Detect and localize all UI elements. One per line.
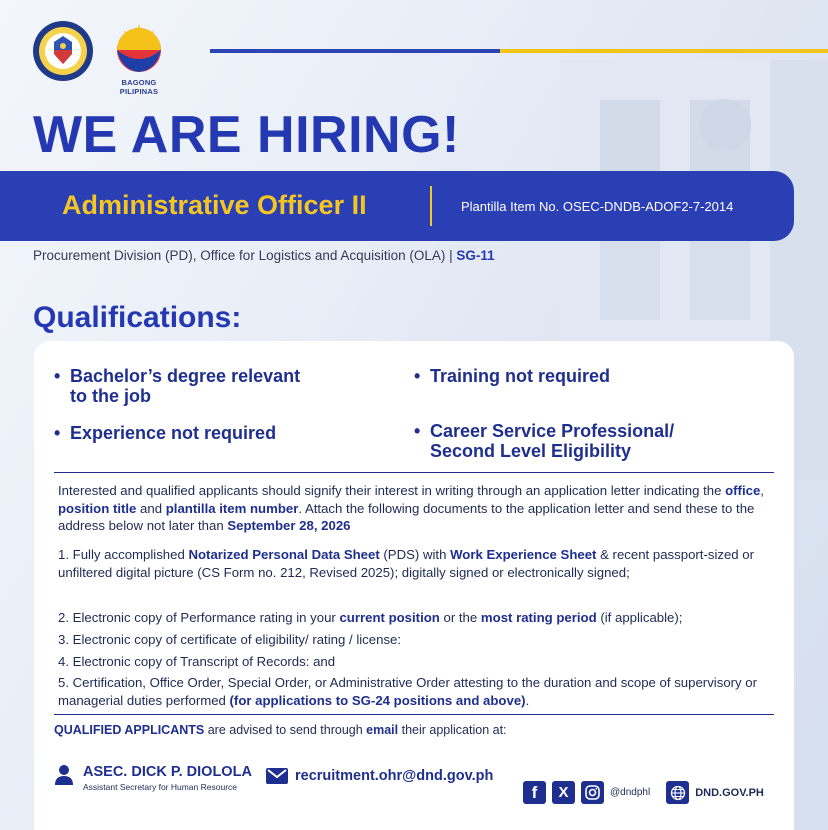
- x-icon[interactable]: X: [552, 781, 575, 804]
- accent-line-gold: [500, 49, 828, 53]
- bullet-icon: •: [54, 423, 61, 443]
- bagong-pilipinas-emblem-icon: [104, 20, 174, 78]
- req-emphasis: Notarized Personal Data Sheet: [188, 547, 380, 562]
- req-text: & recent passport-sized or unfiltered digital picture (CS Form no. 212, Revised 2025); digitally signed or electronically signed;: [58, 547, 755, 580]
- social-links: [523, 781, 764, 804]
- office-text: Procurement Division (PD), Office for Logistics and Acquisition (OLA) |: [33, 248, 457, 263]
- intro-emphasis: plantilla item number: [165, 500, 299, 516]
- qualification-line: Career Service Professional/: [430, 421, 675, 441]
- send-text: are advised to send through: [204, 723, 367, 737]
- send-emphasis: QUALIFIED APPLICANTS: [54, 723, 205, 737]
- intro-text: . Attach the following documents to the application letter and send these to the address below not later than: [58, 500, 755, 533]
- plantilla-item: Plantilla Item No. OSEC-DNDB-ADOF2-7-2014: [461, 199, 734, 214]
- requirement-1: [58, 546, 778, 581]
- bullet-icon: •: [414, 366, 421, 386]
- instagram-icon[interactable]: [581, 781, 604, 804]
- intro-text: and: [136, 500, 166, 516]
- req-text: 2. Electronic copy of Performance rating in your: [58, 610, 340, 625]
- facebook-icon[interactable]: f: [523, 781, 546, 804]
- requirement-3: 3. Electronic copy of certificate of eligibility/ rating / license:: [58, 632, 402, 647]
- office-line: [33, 248, 495, 264]
- logo-caption: BAGONG PILIPINAS: [119, 78, 159, 96]
- page-title: WE ARE HIRING!: [33, 106, 460, 164]
- section-divider: [54, 472, 774, 473]
- website-link[interactable]: DND.GOV.PH: [695, 786, 764, 799]
- req-text: (if applicable);: [596, 610, 683, 625]
- req-emphasis: Work Experience Sheet: [450, 547, 597, 562]
- req-text: (PDS) with: [379, 547, 451, 562]
- requirement-2: [58, 609, 778, 627]
- deadline: September 28, 2026: [227, 518, 351, 533]
- salary-grade: SG-11: [456, 248, 495, 263]
- qualification-line: Bachelor’s degree relevant: [70, 366, 301, 386]
- qualification-line: Experience not required: [70, 423, 277, 443]
- send-text: their application at:: [398, 723, 507, 737]
- qualification-experience: [54, 423, 277, 443]
- bagong-pilipinas-logo: [104, 20, 174, 96]
- intro-emphasis: office: [725, 483, 761, 498]
- req-text: 1. Fully accomplished: [58, 547, 189, 562]
- qualification-training: [414, 366, 611, 386]
- req-text: 5. Certification, Office Order, Special Order, or Administrative Order attesting to the duration and scope of supervisory or managerial duties performed: [58, 675, 758, 708]
- globe-icon[interactable]: [666, 781, 689, 804]
- requirement-4: 4. Electronic copy of Transcript of Records: and: [58, 654, 336, 669]
- bullet-icon: •: [414, 421, 421, 441]
- req-text: or the: [439, 610, 481, 625]
- qualification-line: to the job: [70, 386, 151, 406]
- qualification-eligibility: [414, 421, 675, 461]
- intro-text: Interested and qualified applicants should signify their interest in writing through an application letter indicating the: [58, 483, 726, 498]
- position-title: Administrative Officer II: [62, 190, 367, 220]
- send-instruction: [54, 722, 774, 740]
- contact-name: ASEC. DICK P. DIOLOLA: [83, 764, 252, 780]
- qualification-line: Training not required: [430, 366, 611, 386]
- intro-text: ,: [760, 483, 764, 498]
- accent-line-blue: [210, 49, 500, 53]
- req-emphasis: current position: [339, 610, 440, 625]
- qualification-line: Second Level Eligibility: [430, 441, 632, 461]
- req-text: .: [525, 692, 530, 708]
- section-divider: [54, 714, 774, 715]
- header-logos: [32, 20, 174, 96]
- bullet-icon: •: [54, 366, 61, 386]
- requirement-5: [58, 674, 778, 709]
- dnd-seal-icon: [32, 20, 94, 82]
- person-icon: [54, 764, 74, 786]
- banner-divider: [430, 186, 432, 226]
- req-emphasis: most rating period: [480, 610, 597, 625]
- contact-role: Assistant Secretary for Human Resource: [83, 782, 238, 792]
- social-handle[interactable]: @dndphl: [610, 787, 651, 798]
- qualifications-heading: Qualifications:: [33, 301, 242, 334]
- intro-emphasis: position title: [58, 500, 137, 516]
- position-banner: [0, 171, 794, 241]
- mail-icon: [266, 768, 288, 784]
- application-intro: [58, 482, 778, 535]
- header-accent-line: [210, 49, 828, 54]
- send-emphasis: email: [366, 723, 399, 737]
- email-address[interactable]: recruitment.ohr@dnd.gov.ph: [295, 768, 494, 784]
- details-card: [34, 341, 794, 830]
- qualification-education: [54, 366, 301, 406]
- req-emphasis: (for applications to SG-24 positions and above): [229, 692, 526, 708]
